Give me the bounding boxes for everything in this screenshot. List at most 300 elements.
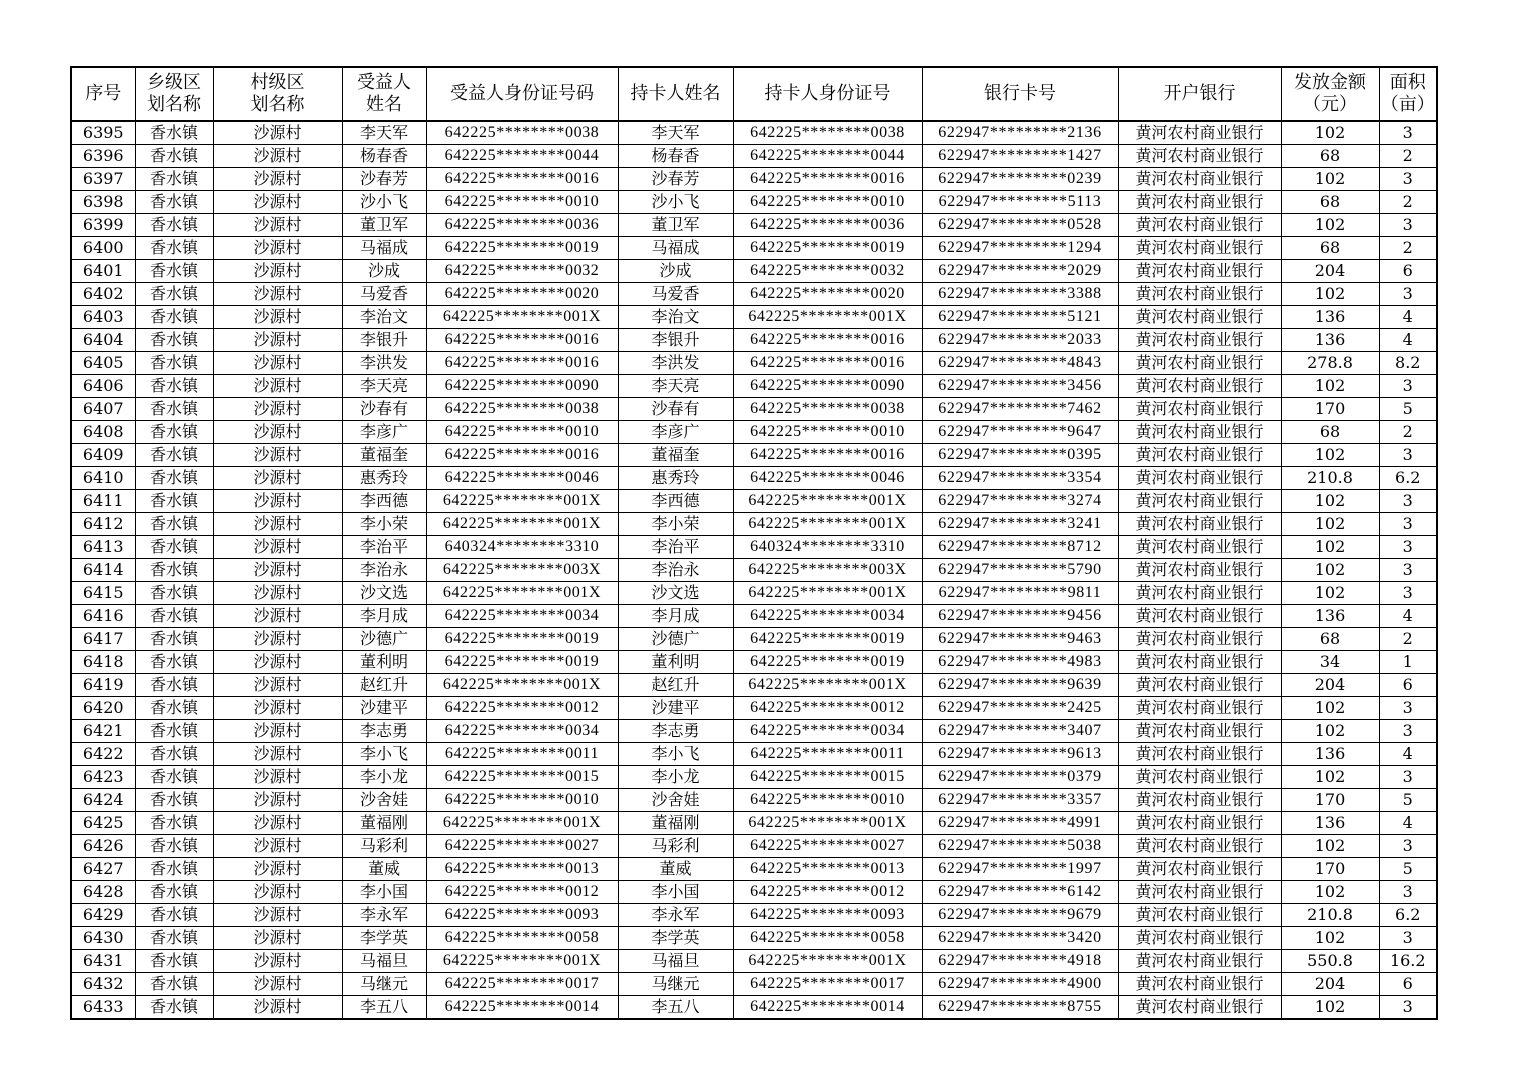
table-row <box>71 536 1437 559</box>
cell-beneficiary-name: 李小国 <box>342 881 426 904</box>
cell-area: 3 <box>1379 283 1437 306</box>
cell-cardholder-name: 杨春香 <box>618 145 733 168</box>
cell-amount: 136 <box>1281 329 1379 352</box>
table-row <box>71 927 1437 950</box>
cell-township: 香水镇 <box>135 214 213 237</box>
cell-bank: 黄河农村商业银行 <box>1118 444 1281 467</box>
cell-township: 香水镇 <box>135 306 213 329</box>
cell-township: 香水镇 <box>135 697 213 720</box>
cell-bank: 黄河农村商业银行 <box>1118 582 1281 605</box>
table-row <box>71 605 1437 628</box>
cell-bank-card: 622947*********6142 <box>922 881 1118 904</box>
cell-amount: 102 <box>1281 582 1379 605</box>
cell-village: 沙源村 <box>213 904 342 927</box>
cell-cardholder-id: 640324********3310 <box>733 536 922 559</box>
cell-amount: 34 <box>1281 651 1379 674</box>
cell-village: 沙源村 <box>213 536 342 559</box>
cell-bank-card: 622947*********2029 <box>922 260 1118 283</box>
cell-bank-card: 622947*********2136 <box>922 121 1118 145</box>
cell-cardholder-name: 马继元 <box>618 973 733 996</box>
table-row <box>71 904 1437 927</box>
cell-area: 4 <box>1379 605 1437 628</box>
cell-area: 3 <box>1379 881 1437 904</box>
cell-amount: 550.8 <box>1281 950 1379 973</box>
cell-cardholder-name: 李治文 <box>618 306 733 329</box>
cell-village: 沙源村 <box>213 352 342 375</box>
table-row <box>71 720 1437 743</box>
cell-amount: 136 <box>1281 743 1379 766</box>
cell-beneficiary-name: 李小飞 <box>342 743 426 766</box>
cell-beneficiary-id: 642225********0019 <box>426 628 618 651</box>
cell-village: 沙源村 <box>213 996 342 1020</box>
cell-beneficiary-name: 沙成 <box>342 260 426 283</box>
cell-bank: 黄河农村商业银行 <box>1118 881 1281 904</box>
cell-seq: 6429 <box>71 904 135 927</box>
cell-township: 香水镇 <box>135 789 213 812</box>
cell-cardholder-name: 沙德广 <box>618 628 733 651</box>
cell-bank-card: 622947*********2033 <box>922 329 1118 352</box>
cell-cardholder-id: 642225********0015 <box>733 766 922 789</box>
header-bank: 开户银行 <box>1118 67 1281 121</box>
cell-beneficiary-name: 李小荣 <box>342 513 426 536</box>
cell-cardholder-id: 642225********0010 <box>733 191 922 214</box>
cell-township: 香水镇 <box>135 467 213 490</box>
cell-beneficiary-name: 李天军 <box>342 121 426 145</box>
cell-beneficiary-id: 642225********001X <box>426 582 618 605</box>
cell-beneficiary-id: 642225********0034 <box>426 605 618 628</box>
cell-beneficiary-id: 642225********0058 <box>426 927 618 950</box>
cell-village: 沙源村 <box>213 651 342 674</box>
cell-seq: 6428 <box>71 881 135 904</box>
header-cardholder-name: 持卡人姓名 <box>618 67 733 121</box>
cell-cardholder-id: 642225********0016 <box>733 352 922 375</box>
cell-bank-card: 622947*********4918 <box>922 950 1118 973</box>
cell-cardholder-id: 642225********001X <box>733 812 922 835</box>
cell-amount: 102 <box>1281 559 1379 582</box>
cell-bank-card: 622947*********8755 <box>922 996 1118 1020</box>
cell-bank-card: 622947*********9456 <box>922 605 1118 628</box>
cell-beneficiary-name: 李治永 <box>342 559 426 582</box>
cell-seq: 6398 <box>71 191 135 214</box>
cell-village: 沙源村 <box>213 927 342 950</box>
cell-bank-card: 622947*********0239 <box>922 168 1118 191</box>
cell-area: 3 <box>1379 375 1437 398</box>
cell-beneficiary-name: 李永军 <box>342 904 426 927</box>
cell-township: 香水镇 <box>135 996 213 1020</box>
cell-area: 3 <box>1379 996 1437 1020</box>
cell-cardholder-id: 642225********0017 <box>733 973 922 996</box>
cell-cardholder-id: 642225********0016 <box>733 444 922 467</box>
cell-beneficiary-name: 董利明 <box>342 651 426 674</box>
cell-township: 香水镇 <box>135 674 213 697</box>
table-row <box>71 145 1437 168</box>
cell-beneficiary-id: 642225********0015 <box>426 766 618 789</box>
cell-township: 香水镇 <box>135 881 213 904</box>
cell-bank: 黄河农村商业银行 <box>1118 306 1281 329</box>
cell-village: 沙源村 <box>213 858 342 881</box>
cell-amount: 102 <box>1281 214 1379 237</box>
cell-cardholder-id: 642225********001X <box>733 582 922 605</box>
cell-bank-card: 622947*********9811 <box>922 582 1118 605</box>
cell-cardholder-name: 李洪发 <box>618 352 733 375</box>
header-amount: 发放金额 （元） <box>1281 67 1379 121</box>
cell-village: 沙源村 <box>213 121 342 145</box>
cell-area: 3 <box>1379 513 1437 536</box>
cell-cardholder-name: 李学英 <box>618 927 733 950</box>
cell-bank-card: 622947*********0395 <box>922 444 1118 467</box>
cell-beneficiary-id: 642225********0012 <box>426 881 618 904</box>
cell-cardholder-id: 642225********0016 <box>733 168 922 191</box>
cell-cardholder-name: 李志勇 <box>618 720 733 743</box>
cell-township: 香水镇 <box>135 743 213 766</box>
cell-cardholder-name: 李治平 <box>618 536 733 559</box>
table-row <box>71 950 1437 973</box>
cell-bank: 黄河农村商业银行 <box>1118 283 1281 306</box>
cell-beneficiary-id: 642225********0011 <box>426 743 618 766</box>
cell-cardholder-name: 马爱香 <box>618 283 733 306</box>
cell-bank: 黄河农村商业银行 <box>1118 421 1281 444</box>
cell-seq: 6433 <box>71 996 135 1020</box>
table-body <box>71 121 1437 1019</box>
cell-cardholder-id: 642225********001X <box>733 490 922 513</box>
cell-bank: 黄河农村商业银行 <box>1118 191 1281 214</box>
cell-cardholder-id: 642225********0044 <box>733 145 922 168</box>
cell-township: 香水镇 <box>135 973 213 996</box>
cell-township: 香水镇 <box>135 904 213 927</box>
cell-area: 8.2 <box>1379 352 1437 375</box>
cell-village: 沙源村 <box>213 513 342 536</box>
cell-beneficiary-name: 沙春有 <box>342 398 426 421</box>
cell-cardholder-name: 董福刚 <box>618 812 733 835</box>
cell-beneficiary-name: 李学英 <box>342 927 426 950</box>
cell-village: 沙源村 <box>213 421 342 444</box>
document-page <box>70 66 1436 1020</box>
cell-beneficiary-id: 642225********0038 <box>426 398 618 421</box>
cell-seq: 6396 <box>71 145 135 168</box>
cell-cardholder-id: 642225********0032 <box>733 260 922 283</box>
cell-bank-card: 622947*********9647 <box>922 421 1118 444</box>
cell-bank-card: 622947*********9463 <box>922 628 1118 651</box>
cell-beneficiary-name: 李洪发 <box>342 352 426 375</box>
cell-township: 香水镇 <box>135 513 213 536</box>
table-row <box>71 375 1437 398</box>
cell-seq: 6407 <box>71 398 135 421</box>
cell-bank-card: 622947*********5038 <box>922 835 1118 858</box>
cell-bank: 黄河农村商业银行 <box>1118 145 1281 168</box>
cell-township: 香水镇 <box>135 927 213 950</box>
cell-bank-card: 622947*********0528 <box>922 214 1118 237</box>
cell-bank: 黄河农村商业银行 <box>1118 375 1281 398</box>
cell-beneficiary-name: 李银升 <box>342 329 426 352</box>
cell-beneficiary-id: 642225********0020 <box>426 283 618 306</box>
cell-cardholder-name: 李天亮 <box>618 375 733 398</box>
cell-beneficiary-name: 沙舍娃 <box>342 789 426 812</box>
cell-bank: 黄河农村商业银行 <box>1118 927 1281 950</box>
cell-bank-card: 622947*********9613 <box>922 743 1118 766</box>
cell-cardholder-id: 642225********0090 <box>733 375 922 398</box>
cell-bank: 黄河农村商业银行 <box>1118 674 1281 697</box>
cell-beneficiary-id: 642225********0016 <box>426 168 618 191</box>
table-row <box>71 329 1437 352</box>
cell-seq: 6421 <box>71 720 135 743</box>
cell-cardholder-id: 642225********0010 <box>733 789 922 812</box>
cell-beneficiary-name: 李五八 <box>342 996 426 1020</box>
cell-beneficiary-name: 董福刚 <box>342 812 426 835</box>
cell-cardholder-id: 642225********001X <box>733 674 922 697</box>
cell-township: 香水镇 <box>135 191 213 214</box>
cell-beneficiary-name: 赵红升 <box>342 674 426 697</box>
cell-cardholder-name: 沙春芳 <box>618 168 733 191</box>
cell-cardholder-name: 沙舍娃 <box>618 789 733 812</box>
header-beneficiary-id: 受益人身份证号码 <box>426 67 618 121</box>
cell-village: 沙源村 <box>213 306 342 329</box>
cell-cardholder-id: 642225********0012 <box>733 881 922 904</box>
cell-beneficiary-id: 642225********001X <box>426 812 618 835</box>
cell-area: 3 <box>1379 559 1437 582</box>
cell-bank-card: 622947*********3388 <box>922 283 1118 306</box>
cell-beneficiary-id: 642225********0034 <box>426 720 618 743</box>
cell-area: 6.2 <box>1379 904 1437 927</box>
cell-beneficiary-name: 马福成 <box>342 237 426 260</box>
cell-cardholder-name: 董福奎 <box>618 444 733 467</box>
table-row <box>71 858 1437 881</box>
cell-cardholder-id: 642225********0027 <box>733 835 922 858</box>
cell-bank: 黄河农村商业银行 <box>1118 237 1281 260</box>
header-township: 乡级区 划名称 <box>135 67 213 121</box>
cell-township: 香水镇 <box>135 237 213 260</box>
cell-seq: 6413 <box>71 536 135 559</box>
table-row <box>71 352 1437 375</box>
cell-village: 沙源村 <box>213 168 342 191</box>
cell-cardholder-id: 642225********0036 <box>733 214 922 237</box>
cell-cardholder-id: 642225********0013 <box>733 858 922 881</box>
table-row <box>71 168 1437 191</box>
cell-bank: 黄河农村商业银行 <box>1118 904 1281 927</box>
cell-beneficiary-id: 642225********0012 <box>426 697 618 720</box>
table-row <box>71 973 1437 996</box>
cell-bank-card: 622947*********3357 <box>922 789 1118 812</box>
cell-seq: 6416 <box>71 605 135 628</box>
cell-bank: 黄河农村商业银行 <box>1118 697 1281 720</box>
cell-beneficiary-name: 董威 <box>342 858 426 881</box>
cell-cardholder-name: 董利明 <box>618 651 733 674</box>
cell-cardholder-name: 董威 <box>618 858 733 881</box>
cell-seq: 6422 <box>71 743 135 766</box>
cell-bank: 黄河农村商业银行 <box>1118 789 1281 812</box>
cell-area: 3 <box>1379 490 1437 513</box>
cell-beneficiary-name: 董福奎 <box>342 444 426 467</box>
cell-amount: 136 <box>1281 812 1379 835</box>
cell-cardholder-id: 642225********0038 <box>733 121 922 145</box>
cell-township: 香水镇 <box>135 812 213 835</box>
cell-beneficiary-name: 董卫军 <box>342 214 426 237</box>
cell-area: 3 <box>1379 214 1437 237</box>
cell-beneficiary-name: 李志勇 <box>342 720 426 743</box>
cell-bank: 黄河农村商业银行 <box>1118 605 1281 628</box>
cell-bank-card: 622947*********4983 <box>922 651 1118 674</box>
cell-beneficiary-id: 642225********001X <box>426 513 618 536</box>
cell-seq: 6424 <box>71 789 135 812</box>
cell-village: 沙源村 <box>213 605 342 628</box>
cell-seq: 6399 <box>71 214 135 237</box>
cell-area: 3 <box>1379 121 1437 145</box>
cell-beneficiary-id: 642225********0019 <box>426 237 618 260</box>
cell-area: 3 <box>1379 168 1437 191</box>
cell-village: 沙源村 <box>213 881 342 904</box>
table-row <box>71 996 1437 1020</box>
cell-beneficiary-name: 李月成 <box>342 605 426 628</box>
cell-area: 3 <box>1379 697 1437 720</box>
cell-area: 2 <box>1379 628 1437 651</box>
cell-seq: 6411 <box>71 490 135 513</box>
cell-township: 香水镇 <box>135 352 213 375</box>
cell-township: 香水镇 <box>135 628 213 651</box>
cell-cardholder-id: 642225********0012 <box>733 697 922 720</box>
cell-bank: 黄河农村商业银行 <box>1118 720 1281 743</box>
cell-cardholder-id: 642225********0019 <box>733 628 922 651</box>
cell-bank-card: 622947*********3274 <box>922 490 1118 513</box>
table-row <box>71 697 1437 720</box>
cell-beneficiary-name: 马爱香 <box>342 283 426 306</box>
cell-seq: 6409 <box>71 444 135 467</box>
cell-amount: 170 <box>1281 398 1379 421</box>
cell-beneficiary-name: 李治平 <box>342 536 426 559</box>
cell-beneficiary-name: 李西德 <box>342 490 426 513</box>
cell-village: 沙源村 <box>213 283 342 306</box>
cell-beneficiary-id: 642225********0093 <box>426 904 618 927</box>
cell-amount: 210.8 <box>1281 467 1379 490</box>
cell-seq: 6412 <box>71 513 135 536</box>
header-seq: 序号 <box>71 67 135 121</box>
cell-area: 6.2 <box>1379 467 1437 490</box>
cell-beneficiary-name: 马继元 <box>342 973 426 996</box>
cell-amount: 204 <box>1281 973 1379 996</box>
cell-township: 香水镇 <box>135 421 213 444</box>
cell-cardholder-name: 马福旦 <box>618 950 733 973</box>
cell-beneficiary-id: 642225********0010 <box>426 191 618 214</box>
cell-beneficiary-id: 642225********0032 <box>426 260 618 283</box>
cell-amount: 170 <box>1281 789 1379 812</box>
cell-amount: 102 <box>1281 121 1379 145</box>
cell-amount: 278.8 <box>1281 352 1379 375</box>
cell-cardholder-id: 642225********0093 <box>733 904 922 927</box>
header-beneficiary-name: 受益人 姓名 <box>342 67 426 121</box>
cell-bank: 黄河农村商业银行 <box>1118 651 1281 674</box>
cell-beneficiary-id: 642225********0016 <box>426 444 618 467</box>
table-row <box>71 812 1437 835</box>
cell-area: 2 <box>1379 191 1437 214</box>
table-row <box>71 444 1437 467</box>
cell-cardholder-id: 642225********0038 <box>733 398 922 421</box>
cell-bank-card: 622947*********8712 <box>922 536 1118 559</box>
cell-bank-card: 622947*********1294 <box>922 237 1118 260</box>
cell-village: 沙源村 <box>213 789 342 812</box>
cell-seq: 6408 <box>71 421 135 444</box>
cell-area: 4 <box>1379 306 1437 329</box>
cell-bank-card: 622947*********3407 <box>922 720 1118 743</box>
cell-amount: 68 <box>1281 191 1379 214</box>
cell-bank-card: 622947*********9639 <box>922 674 1118 697</box>
cell-bank: 黄河农村商业银行 <box>1118 214 1281 237</box>
cell-bank: 黄河农村商业银行 <box>1118 329 1281 352</box>
table-row <box>71 283 1437 306</box>
cell-bank: 黄河农村商业银行 <box>1118 490 1281 513</box>
cell-beneficiary-id: 642225********0044 <box>426 145 618 168</box>
cell-cardholder-name: 李小国 <box>618 881 733 904</box>
cell-village: 沙源村 <box>213 145 342 168</box>
cell-area: 4 <box>1379 812 1437 835</box>
cell-village: 沙源村 <box>213 467 342 490</box>
cell-cardholder-id: 642225********003X <box>733 559 922 582</box>
table-row <box>71 835 1437 858</box>
cell-area: 3 <box>1379 582 1437 605</box>
cell-area: 2 <box>1379 145 1437 168</box>
cell-village: 沙源村 <box>213 237 342 260</box>
cell-bank-card: 622947*********3456 <box>922 375 1118 398</box>
cell-area: 5 <box>1379 398 1437 421</box>
cell-township: 香水镇 <box>135 858 213 881</box>
cell-seq: 6401 <box>71 260 135 283</box>
cell-beneficiary-id: 642225********0036 <box>426 214 618 237</box>
cell-township: 香水镇 <box>135 398 213 421</box>
cell-cardholder-id: 642225********0034 <box>733 720 922 743</box>
cell-village: 沙源村 <box>213 720 342 743</box>
cell-village: 沙源村 <box>213 628 342 651</box>
cell-cardholder-name: 沙春有 <box>618 398 733 421</box>
cell-bank: 黄河农村商业银行 <box>1118 835 1281 858</box>
cell-seq: 6430 <box>71 927 135 950</box>
table-row <box>71 306 1437 329</box>
cell-beneficiary-name: 马福旦 <box>342 950 426 973</box>
cell-township: 香水镇 <box>135 375 213 398</box>
cell-amount: 136 <box>1281 605 1379 628</box>
table-row <box>71 214 1437 237</box>
cell-cardholder-name: 李月成 <box>618 605 733 628</box>
cell-village: 沙源村 <box>213 559 342 582</box>
table-row <box>71 651 1437 674</box>
cell-seq: 6404 <box>71 329 135 352</box>
cell-beneficiary-name: 李小龙 <box>342 766 426 789</box>
cell-cardholder-id: 642225********001X <box>733 513 922 536</box>
cell-beneficiary-name: 沙小飞 <box>342 191 426 214</box>
cell-cardholder-id: 642225********0034 <box>733 605 922 628</box>
table-row <box>71 766 1437 789</box>
cell-beneficiary-id: 642225********0010 <box>426 789 618 812</box>
cell-village: 沙源村 <box>213 743 342 766</box>
cell-amount: 102 <box>1281 283 1379 306</box>
cell-beneficiary-id: 642225********0038 <box>426 121 618 145</box>
cell-seq: 6432 <box>71 973 135 996</box>
header-area: 面积 （亩） <box>1379 67 1437 121</box>
cell-cardholder-name: 李西德 <box>618 490 733 513</box>
cell-cardholder-name: 李小飞 <box>618 743 733 766</box>
cell-bank: 黄河农村商业银行 <box>1118 121 1281 145</box>
cell-amount: 170 <box>1281 858 1379 881</box>
cell-beneficiary-id: 642225********001X <box>426 674 618 697</box>
cell-village: 沙源村 <box>213 398 342 421</box>
cell-area: 3 <box>1379 536 1437 559</box>
cell-area: 3 <box>1379 766 1437 789</box>
cell-amount: 68 <box>1281 145 1379 168</box>
cell-bank: 黄河农村商业银行 <box>1118 996 1281 1020</box>
cell-cardholder-id: 642225********0046 <box>733 467 922 490</box>
cell-village: 沙源村 <box>213 835 342 858</box>
cell-township: 香水镇 <box>135 145 213 168</box>
cell-beneficiary-id: 642225********0019 <box>426 651 618 674</box>
cell-township: 香水镇 <box>135 168 213 191</box>
cell-seq: 6427 <box>71 858 135 881</box>
cell-seq: 6431 <box>71 950 135 973</box>
